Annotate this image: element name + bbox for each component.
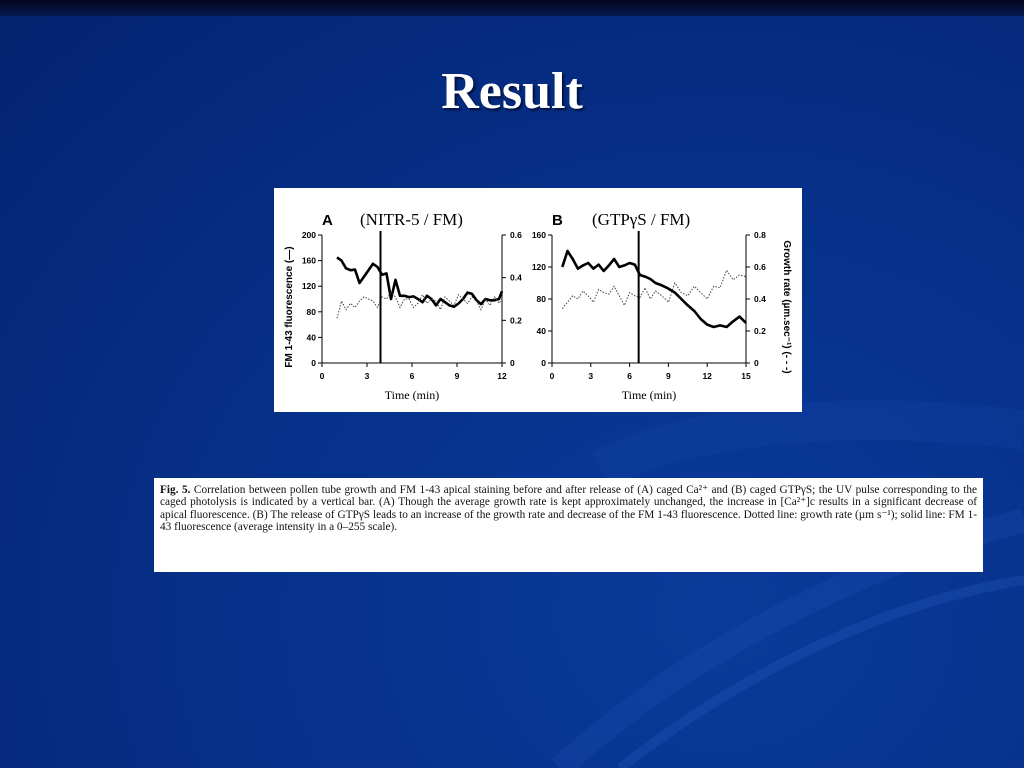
panel-a-y-tick-label: 40: [306, 332, 316, 343]
panel-a-x-tick-label: 0: [319, 371, 325, 381]
panel-a-y-axis-label: FM 1-43 fluorescence (—): [284, 246, 295, 368]
panel-a-y-tick-label: 160: [301, 255, 316, 266]
panel-a-title: (NITR-5 / FM): [360, 210, 463, 229]
panel-b-y-axis-label: Growth rate (µm.sec⁻¹) (- - -): [781, 240, 792, 374]
panel-a-x-tick-label: 3: [364, 371, 370, 381]
panel-b-fluorescence-line: [562, 251, 746, 327]
slide-title: Result: [441, 63, 583, 120]
caption-prefix: Fig. 5.: [160, 484, 191, 496]
panel-b-y2-tick-label: 0.2: [754, 326, 766, 336]
panel-b-y-tick-label: 120: [531, 262, 546, 272]
panel-b-x-tick-label: 0: [549, 371, 555, 381]
panel-a-x-axis-label: Time (min): [384, 388, 440, 402]
panel-b-y-tick-label: 40: [536, 326, 546, 336]
panel-a-y-tick-label: 80: [306, 306, 316, 317]
panel-b-y2-tick-label: 0: [754, 358, 759, 368]
panel-b-y-tick-label: 0: [541, 358, 546, 368]
panel-a-y2-tick-label: 0: [510, 358, 515, 368]
panel-b-x-tick-label: 3: [588, 371, 594, 381]
panel-b-x-tick-label: 9: [666, 371, 671, 381]
panel-a-growth-rate-line: [337, 293, 502, 319]
panel-a-label: A: [322, 212, 333, 229]
panel-b-x-axis-label: Time (min): [621, 388, 677, 402]
panel-a-y2-tick-label: 0.6: [510, 230, 522, 240]
panel-b-growth-rate-line: [562, 270, 746, 308]
figure-panel: [274, 188, 802, 412]
panel-a-y2-tick-label: 0.4: [510, 272, 522, 283]
panel-b-title: (GTPγS / FM): [592, 210, 691, 229]
panel-a-y-tick-label: 200: [301, 230, 316, 240]
panel-a-x-tick-label: 12: [497, 371, 507, 381]
panel-b-y-tick-label: 160: [531, 230, 546, 240]
panel-a-x-tick-label: 6: [409, 371, 415, 381]
chart-figure: [274, 188, 802, 412]
panel-a-y-tick-label: 0: [311, 358, 316, 368]
panel-b-label: B: [552, 212, 563, 229]
panel-b-y-tick-label: 80: [536, 294, 546, 304]
panel-b-x-tick-label: 15: [741, 371, 751, 381]
panel-a-y-tick-label: 120: [301, 281, 316, 292]
panel-b-y2-tick-label: 0.6: [754, 262, 766, 272]
panel-a-y2-tick-label: 0.2: [510, 315, 522, 326]
panel-b-y2-tick-label: 0.8: [754, 230, 766, 240]
figure-caption: [154, 478, 983, 572]
panel-b-y2-tick-label: 0.4: [754, 294, 766, 304]
panel-b-x-tick-label: 6: [627, 371, 632, 381]
caption-text: Correlation between pollen tube growth and FM 1-43 apical staining before and after release of (A) caged Ca²⁺ and (B) caged GTPγS; the UV pulse corresponding to the caged photolysis is indicated by a vertical bar. (A) Though the average growth rate is kept approximately unchanged, the increase in [Ca²⁺]c results in a significant decrease of apical fluorescence. (B) The release of GTPγS leads to an increase of the growth rate and decrease of the FM 1-43 fluorescence. Dotted line: growth rate (µm s⁻¹); solid line: FM 1-43 fluorescence (average intensity in a 0–255 scale).: [160, 484, 978, 534]
panel-b-x-tick-label: 12: [702, 371, 712, 381]
panel-a-x-tick-label: 9: [454, 371, 460, 381]
